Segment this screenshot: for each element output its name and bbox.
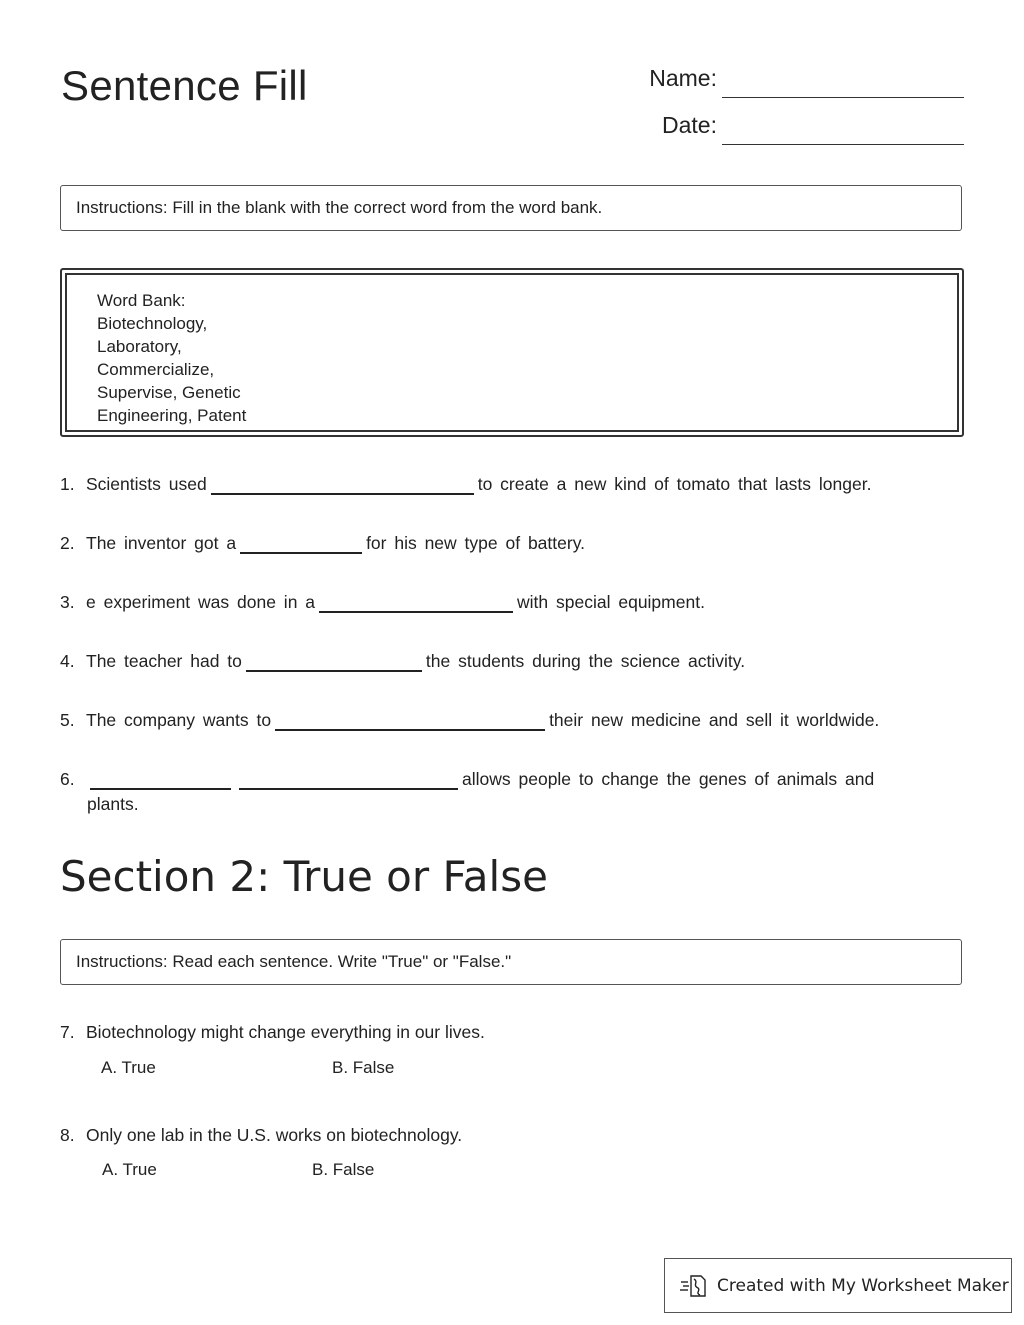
instructions-box (60, 185, 962, 231)
footer-label: Created with My Worksheet Maker (717, 1275, 1009, 1296)
question-number: 4. (60, 651, 75, 671)
instructions-text: Instructions: Read each sentence. Write "True" or "False." (76, 952, 512, 971)
question-6-continued: plants. (87, 794, 139, 814)
answer-blank[interactable] (319, 593, 513, 613)
question-5 (60, 710, 960, 731)
word-bank-box (60, 268, 964, 437)
question-text: Only one lab in the U.S. works on biotechnology. (86, 1125, 463, 1145)
question-text-after: to create a new kind of tomato that lasts longer. (477, 474, 872, 494)
created-with-badge[interactable] (664, 1258, 1012, 1313)
date-label: Date: (662, 112, 717, 138)
word-bank-line: Supervise, Genetic (97, 383, 241, 402)
instructions-text: Instructions: Fill in the blank with the correct word from the word bank. (76, 198, 603, 217)
option-true[interactable]: A. True (102, 1160, 157, 1179)
name-label: Name: (649, 65, 717, 91)
question-number: 2. (60, 533, 75, 553)
question-text-before: The company wants to (86, 710, 272, 730)
question-8 (60, 1125, 462, 1146)
question-number: 5. (60, 710, 75, 730)
question-4 (60, 651, 960, 672)
question-text-after: allows people to change the genes of animals and (462, 769, 875, 789)
word-bank-line: Laboratory, (97, 337, 182, 356)
question-text-after: for his new type of battery. (366, 533, 586, 553)
answer-blank[interactable] (275, 711, 545, 731)
question-text-before: Scientists used (86, 474, 207, 494)
word-bank-line: Commercialize, (97, 360, 215, 379)
answer-blank[interactable] (90, 770, 231, 790)
word-bank-line: Biotechnology, (97, 314, 208, 333)
question-text-after: the students during the science activity. (425, 651, 746, 671)
question-1 (60, 474, 960, 495)
answer-blank[interactable] (240, 534, 362, 554)
question-number: 6. (60, 769, 75, 789)
question-number: 7. (60, 1022, 75, 1042)
word-bank-line: Word Bank: (97, 291, 186, 310)
date-field[interactable] (722, 144, 964, 145)
word-bank-line: Engineering, Patent (97, 406, 247, 425)
question-number: 1. (60, 474, 75, 494)
question-3 (60, 592, 960, 613)
section-2-title: Section 2: True or False (60, 852, 548, 901)
question-text: Biotechnology might change everything in our lives. (86, 1022, 485, 1042)
question-text-before: The inventor got a (86, 533, 237, 553)
answer-blank[interactable] (246, 652, 422, 672)
option-true[interactable]: A. True (101, 1058, 156, 1077)
question-text-after: their new medicine and sell it worldwide. (549, 710, 880, 730)
answer-blank[interactable] (211, 475, 474, 495)
name-field[interactable] (722, 97, 964, 98)
word-bank-content (65, 273, 959, 432)
question-text-before: e experiment was done in a (86, 592, 316, 612)
answer-blank[interactable] (239, 770, 458, 790)
question-text-after: with special equipment. (517, 592, 705, 612)
question-text-before: The teacher had to (86, 651, 242, 671)
question-6 (60, 769, 960, 790)
worksheet-maker-logo-icon (679, 1273, 709, 1299)
worksheet-title: Sentence Fill (61, 62, 308, 109)
instructions-box-2 (60, 939, 962, 985)
option-false[interactable]: B. False (332, 1058, 395, 1077)
question-number: 3. (60, 592, 75, 612)
question-number: 8. (60, 1125, 75, 1145)
option-false[interactable]: B. False (312, 1160, 375, 1179)
question-2 (60, 533, 960, 554)
question-7 (60, 1022, 485, 1043)
